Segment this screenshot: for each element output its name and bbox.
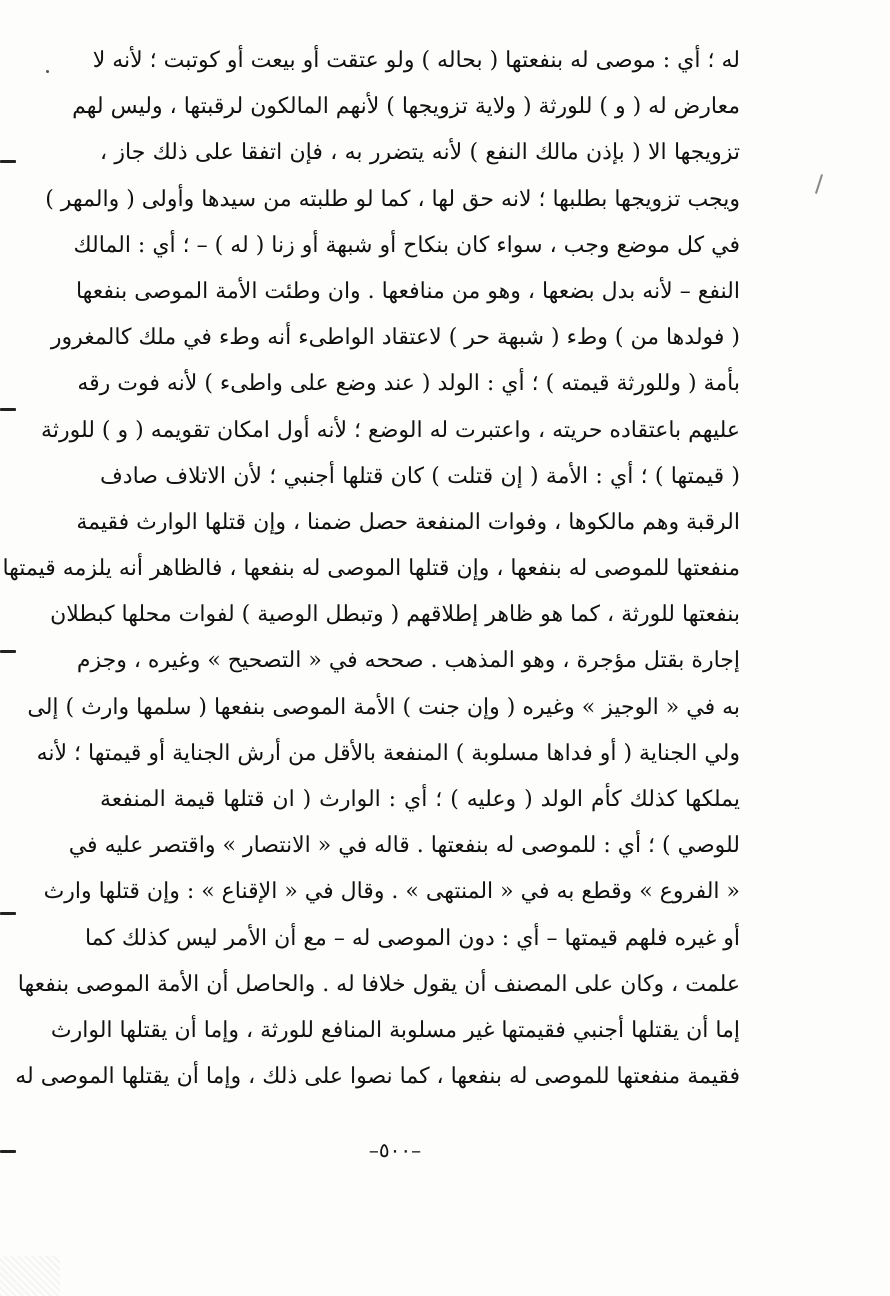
- text-line: للوصي ) ؛ أي : للموصى له بنفعتها . قاله في « الانتصار » واقتصر عليه في: [68, 833, 740, 859]
- text-line: إجارة بقتل مؤجرة ، وهو المذهب . صححه في « التصحيح » وغيره ، وجزم: [76, 648, 740, 674]
- text-line: ولي الجناية ( أو فداها مسلوبة ) المنفعة بالأقل من أرش الجناية أو قيمتها ؛ لأنه: [36, 740, 740, 766]
- text-line: في كل موضع وجب ، سواء كان بنكاح أو شبهة أو زنا ( له ) – ؛ أي : المالك: [73, 232, 740, 258]
- text-line: الرقبة وهم مالكوها ، وفوات المنفعة حصل ضمنا ، وإن قتلها الوارث فقيمة: [76, 509, 740, 535]
- text-line: له ؛ أي : موصى له بنفعتها ( بحاله ) ولو عتقت أو بيعت أو كوتبت ؛ لأنه لا: [92, 48, 740, 73]
- binding-mark: [0, 1150, 16, 1153]
- text-line: به في « الوجيز » وغيره ( وإن جنت ) الأمة الموصى بنفعها ( سلمها وارث ) إلى: [27, 694, 740, 720]
- text-line: تزويجها الا ( بإذن مالك النفع ) لأنه يتضرر به ، فإن اتفقا على ذلك جاز ،: [100, 140, 740, 166]
- text-line: منفعتها للموصى له بنفعها ، وإن قتلها الموصى له بنفعها ، فالظاهر أنه يلزمه قيمتها: [2, 556, 740, 582]
- scan-noise: [0, 1256, 60, 1296]
- binding-mark: [0, 160, 16, 163]
- body-text: [2, 38, 740, 1100]
- scan-speck: [46, 70, 49, 73]
- text-line: عليهم باعتقاده حريته ، واعتبرت له الوضع ؛ لأنه أول امكان تقويمه ( و ) للورثة: [41, 417, 740, 443]
- text-line: ( قيمتها ) ؛ أي : الأمة ( إن قتلت ) كان قتلها أجنبي ؛ لأن الاتلاف صادف: [100, 463, 740, 489]
- text-line: النفع – لأنه بدل بضعها ، وهو من منافعها . وان وطئت الأمة الموصى بنفعها: [75, 278, 740, 304]
- binding-mark: [0, 408, 16, 411]
- text-line: علمت ، وكان على المصنف أن يقول خلافا له . والحاصل أن الأمة الموصى بنفعها: [17, 971, 740, 997]
- text-line: بنفعتها للورثة ، كما هو ظاهر إطلاقهم ( وتبطل الوصية ) لفوات محلها كبطلان: [50, 602, 740, 628]
- text-line: ( فولدها من ) وطء ( شبهة حر ) لاعتقاد الواطىء أنه وطء في ملك كالمغرور: [50, 325, 740, 351]
- scan-stroke: [815, 174, 823, 194]
- text-line: إما أن يقتلها أجنبي فقيمتها غير مسلوبة المنافع للورثة ، وإما أن يقتلها الوارث: [50, 1017, 740, 1043]
- text-line: معارض له ( و ) للورثة ( ولاية تزويجها ) لأنهم المالكون لرقبتها ، وليس لهم: [72, 94, 740, 120]
- text-line: يملكها كذلك كأم الولد ( وعليه ) ؛ أي : الوارث ( ان قتلها قيمة المنفعة: [100, 787, 740, 812]
- text-line: أو غيره فلهم قيمتها – أي : دون الموصى له – مع أن الأمر ليس كذلك كما: [84, 925, 740, 951]
- text-line: « الفروع » وقطع به في « المنتهى » . وقال في « الإقناع » : وإن قتلها وارث: [43, 879, 740, 905]
- text-line: فقيمة منفعتها للموصى له بنفعها ، كما نصوا على ذلك ، وإما أن يقتلها الموصى له: [15, 1064, 740, 1090]
- text-line: بأمة ( وللورثة قيمته ) ؛ أي : الولد ( عند وضع على واطىء ) لأنه فوت رقه: [77, 371, 740, 397]
- page-number: –٥٠٠–: [368, 1138, 422, 1162]
- binding-mark: [0, 650, 16, 653]
- binding-mark: [0, 912, 16, 915]
- text-line: ويجب تزويجها بطلبها ؛ لانه حق لها ، كما لو طلبته من سيدها وأولى ( والمهر ): [45, 186, 740, 212]
